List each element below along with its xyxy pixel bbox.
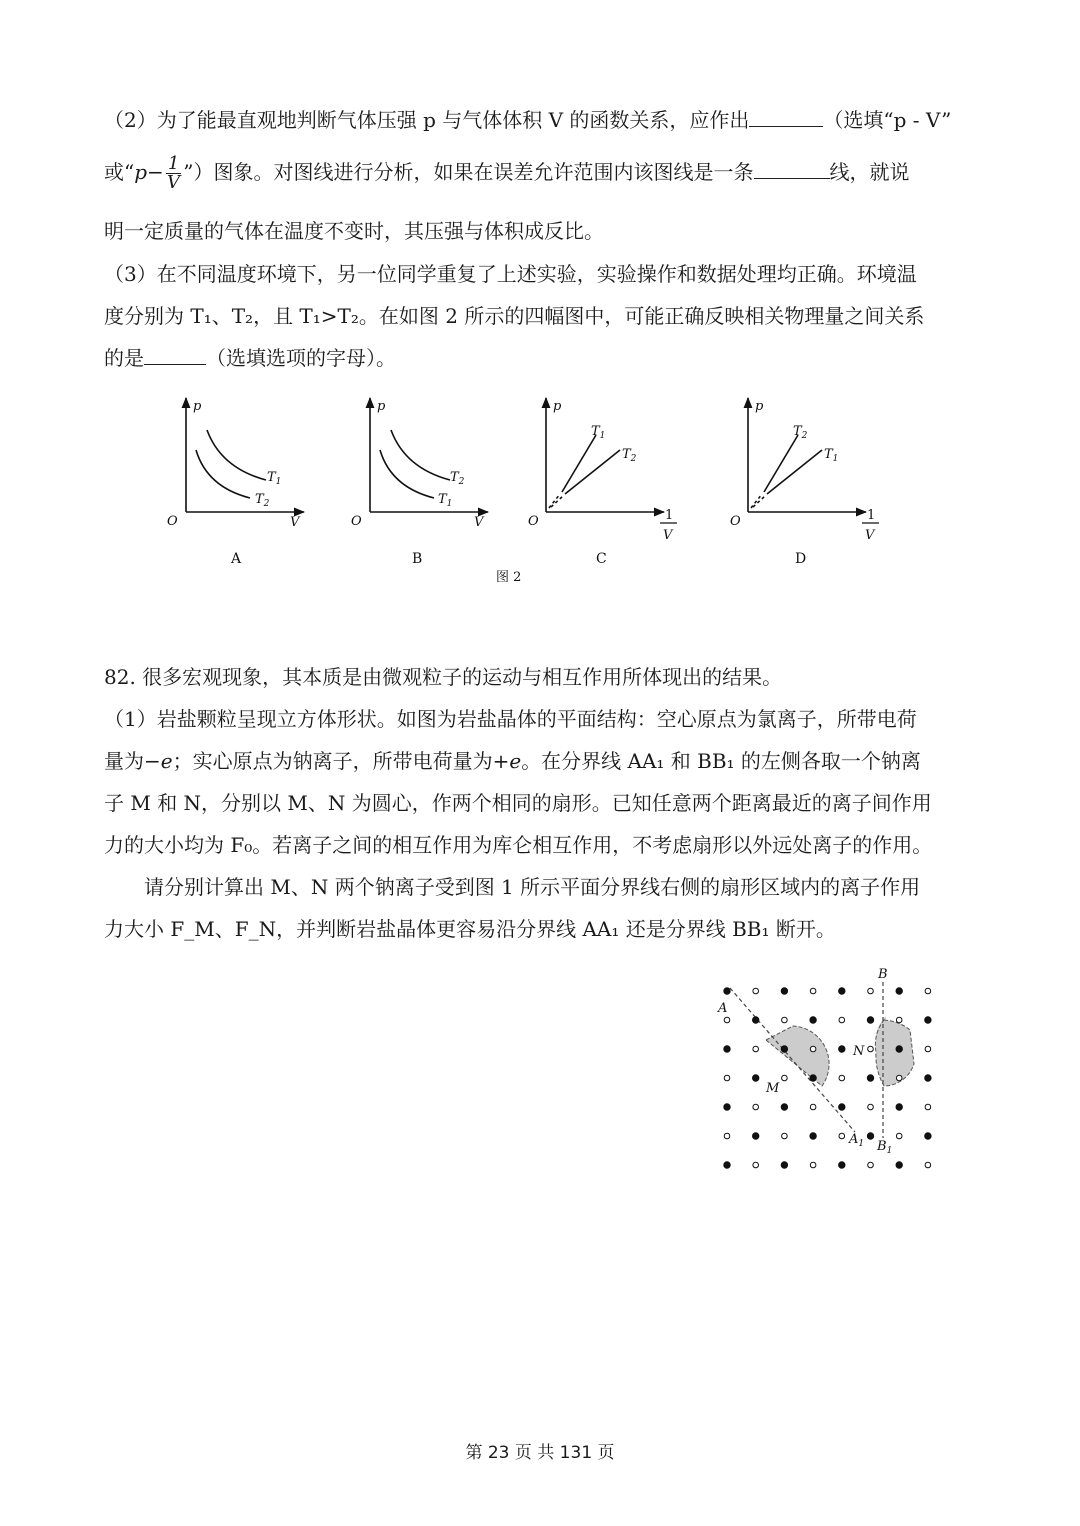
chloride-ion — [753, 1162, 759, 1168]
chloride-ion — [896, 1017, 902, 1023]
sodium-ion — [724, 1104, 730, 1110]
sodium-ion — [839, 1046, 845, 1052]
svg-text:1: 1 — [665, 508, 674, 523]
sodium-ion — [781, 1162, 787, 1168]
q2-line1: （2）为了能最直观地判断气体压强 p 与气体体积 V 的函数关系，应作出 （选填“p - V” — [104, 99, 984, 141]
svg-text:p: p — [377, 399, 386, 414]
sodium-ion — [810, 1017, 816, 1023]
svg-text:p: p — [193, 399, 202, 414]
sodium-ion — [839, 1162, 845, 1168]
graph-b-label-t1: $T_1$ — [438, 492, 453, 509]
q3-line3: 的是 （选填选项的字母）。 — [104, 337, 984, 379]
chloride-ion — [810, 988, 816, 994]
chloride-ion — [782, 1133, 788, 1139]
graph-d-label-t1: $T_1$ — [824, 447, 839, 464]
svg-text:p: p — [553, 399, 562, 414]
option-label-b: B — [412, 551, 423, 567]
svg-text:V: V — [865, 528, 875, 543]
sodium-ion — [867, 1017, 873, 1023]
sodium-ion — [724, 988, 730, 994]
ion-grid — [724, 988, 931, 1168]
svg-text:p: p — [755, 399, 764, 414]
graph-b-label-t2: $T_2$ — [450, 470, 465, 487]
answer-blank[interactable] — [754, 156, 830, 179]
chloride-ion — [868, 1104, 874, 1110]
sector-n — [875, 1020, 914, 1086]
graph-d-label-t2: $T_2$ — [793, 424, 808, 441]
chloride-ion — [925, 1104, 931, 1110]
q82-line1: 82. 很多宏观现象，其本质是由微观粒子的运动与相互作用所体现出的结果。 — [104, 665, 783, 689]
sodium-ion — [925, 1075, 931, 1081]
q82-line4: 子 M 和 N，分别以 M、N 为圆心，作两个相同的扇形。已知任意两个距离最近的离子间作用 — [104, 791, 932, 815]
graph-a-curve-t1 — [207, 430, 266, 480]
sodium-ion — [724, 1046, 730, 1052]
option-label-a: A — [231, 551, 242, 567]
sector-m — [766, 1026, 829, 1086]
label-m: M — [766, 1081, 780, 1096]
sodium-ion — [925, 1133, 931, 1139]
graph-c-label-t2: $T_2$ — [622, 447, 637, 464]
q82-line2: （1）岩盐颗粒呈现立方体形状。如图为岩盐晶体的平面结构：空心原点为氯离子，所带电荷 — [104, 707, 917, 731]
chloride-ion — [925, 1162, 931, 1168]
chloride-ion — [896, 1133, 902, 1139]
sodium-ion — [781, 1046, 787, 1052]
option-label-d: D — [795, 551, 807, 567]
svg-text:V: V — [663, 528, 673, 543]
chloride-ion — [753, 988, 759, 994]
q82-line3: 量为−e；实心原点为钠离子，所带电荷量为+e。在分界线 AA₁ 和 BB₁ 的左侧各取一个钠离 — [104, 749, 921, 773]
answer-blank[interactable] — [749, 104, 823, 127]
label-b: B — [878, 967, 888, 982]
sodium-ion — [839, 988, 845, 994]
svg-text:O: O — [730, 514, 741, 529]
sodium-ion — [896, 1104, 902, 1110]
sodium-ion — [867, 1133, 873, 1139]
page-footer: 第 23 页 共 131 页 — [465, 1443, 615, 1463]
q82-line5: 力的大小均为 F₀。若离子之间的相互作用为库仑相互作用，不考虑扇形以外远处离子的作用。 — [104, 833, 933, 857]
chloride-ion — [925, 988, 931, 994]
graph-b-curve-t2 — [391, 430, 450, 480]
sodium-ion — [925, 1017, 931, 1023]
svg-text:O: O — [528, 514, 539, 529]
chloride-ion — [925, 1046, 931, 1052]
label-a1: $A_1$ — [849, 1132, 865, 1149]
chloride-ion — [868, 1046, 874, 1052]
chloride-ion — [753, 1104, 759, 1110]
svg-text:V: V — [474, 515, 484, 530]
label-b1: $B_1$ — [877, 1139, 893, 1156]
answer-blank[interactable] — [144, 342, 206, 365]
q82-line6: 请分别计算出 M、N 两个钠离子受到图 1 所示平面分界线右侧的扇形区域内的离子作用 — [144, 875, 921, 899]
q2-line3: 明一定质量的气体在温度不变时，其压强与体积成反比。 — [104, 219, 604, 243]
chloride-ion — [724, 1017, 730, 1023]
graph-a-label-t2: $T_2$ — [255, 492, 270, 509]
svg-text:O: O — [167, 514, 178, 529]
chloride-ion — [839, 1133, 845, 1139]
chloride-ion — [839, 1017, 845, 1023]
sodium-ion — [896, 1046, 902, 1052]
sodium-ion — [753, 1017, 759, 1023]
chloride-ion — [868, 988, 874, 994]
sodium-ion — [781, 1104, 787, 1110]
chloride-ion — [810, 1162, 816, 1168]
chloride-ion — [839, 1075, 845, 1081]
svg-text:O: O — [351, 514, 362, 529]
q2-line2: 或“p− $\frac{1}{V}$ ”）图象。对图线进行分析，如果在误差允许范围内该图线是一条 线，就说 — [104, 153, 910, 193]
graph-c-label-t1: $T_1$ — [591, 424, 606, 441]
q82-line7: 力大小 F_M、F_N，并判断岩盐晶体更容易沿分界线 AA₁ 还是分界线 BB₁ 断开。 — [104, 917, 836, 941]
sodium-ion — [896, 988, 902, 994]
fraction-1-over-v: $\frac{1}{V}$ — [167, 153, 181, 193]
label-a: A — [718, 1001, 728, 1016]
chloride-ion — [724, 1133, 730, 1139]
sodium-ion — [839, 1104, 845, 1110]
chloride-ion — [868, 1162, 874, 1168]
sodium-ion — [781, 988, 787, 994]
sodium-ion — [753, 1133, 759, 1139]
option-label-c: C — [596, 551, 607, 567]
figure-2-caption: 图 2 — [496, 570, 522, 585]
sodium-ion — [896, 1162, 902, 1168]
chloride-ion — [896, 1075, 902, 1081]
label-n: N — [853, 1044, 865, 1059]
sodium-ion — [810, 1133, 816, 1139]
svg-text:1: 1 — [867, 508, 876, 523]
q3-line2: 度分别为 T₁、T₂，且 T₁>T₂。在如图 2 所示的四幅图中，可能正确反映相关物理量之间关系 — [104, 304, 925, 328]
sodium-ion — [753, 1075, 759, 1081]
sodium-ion — [867, 1075, 873, 1081]
chloride-ion — [724, 1075, 730, 1081]
graph-a-label-t1: $T_1$ — [267, 470, 282, 487]
chloride-ion — [782, 1075, 788, 1081]
sodium-ion — [724, 1162, 730, 1168]
chloride-ion — [753, 1046, 759, 1052]
q3-line1: （3）在不同温度环境下，另一位同学重复了上述实验，实验操作和数据处理均正确。环境温 — [104, 262, 917, 286]
chloride-ion — [782, 1017, 788, 1023]
figure-2 — [0, 390, 1080, 600]
chloride-ion — [810, 1046, 816, 1052]
rock-salt-lattice-figure — [700, 960, 960, 1180]
chloride-ion — [810, 1104, 816, 1110]
svg-text:V: V — [290, 515, 300, 530]
sodium-ion — [810, 1075, 816, 1081]
